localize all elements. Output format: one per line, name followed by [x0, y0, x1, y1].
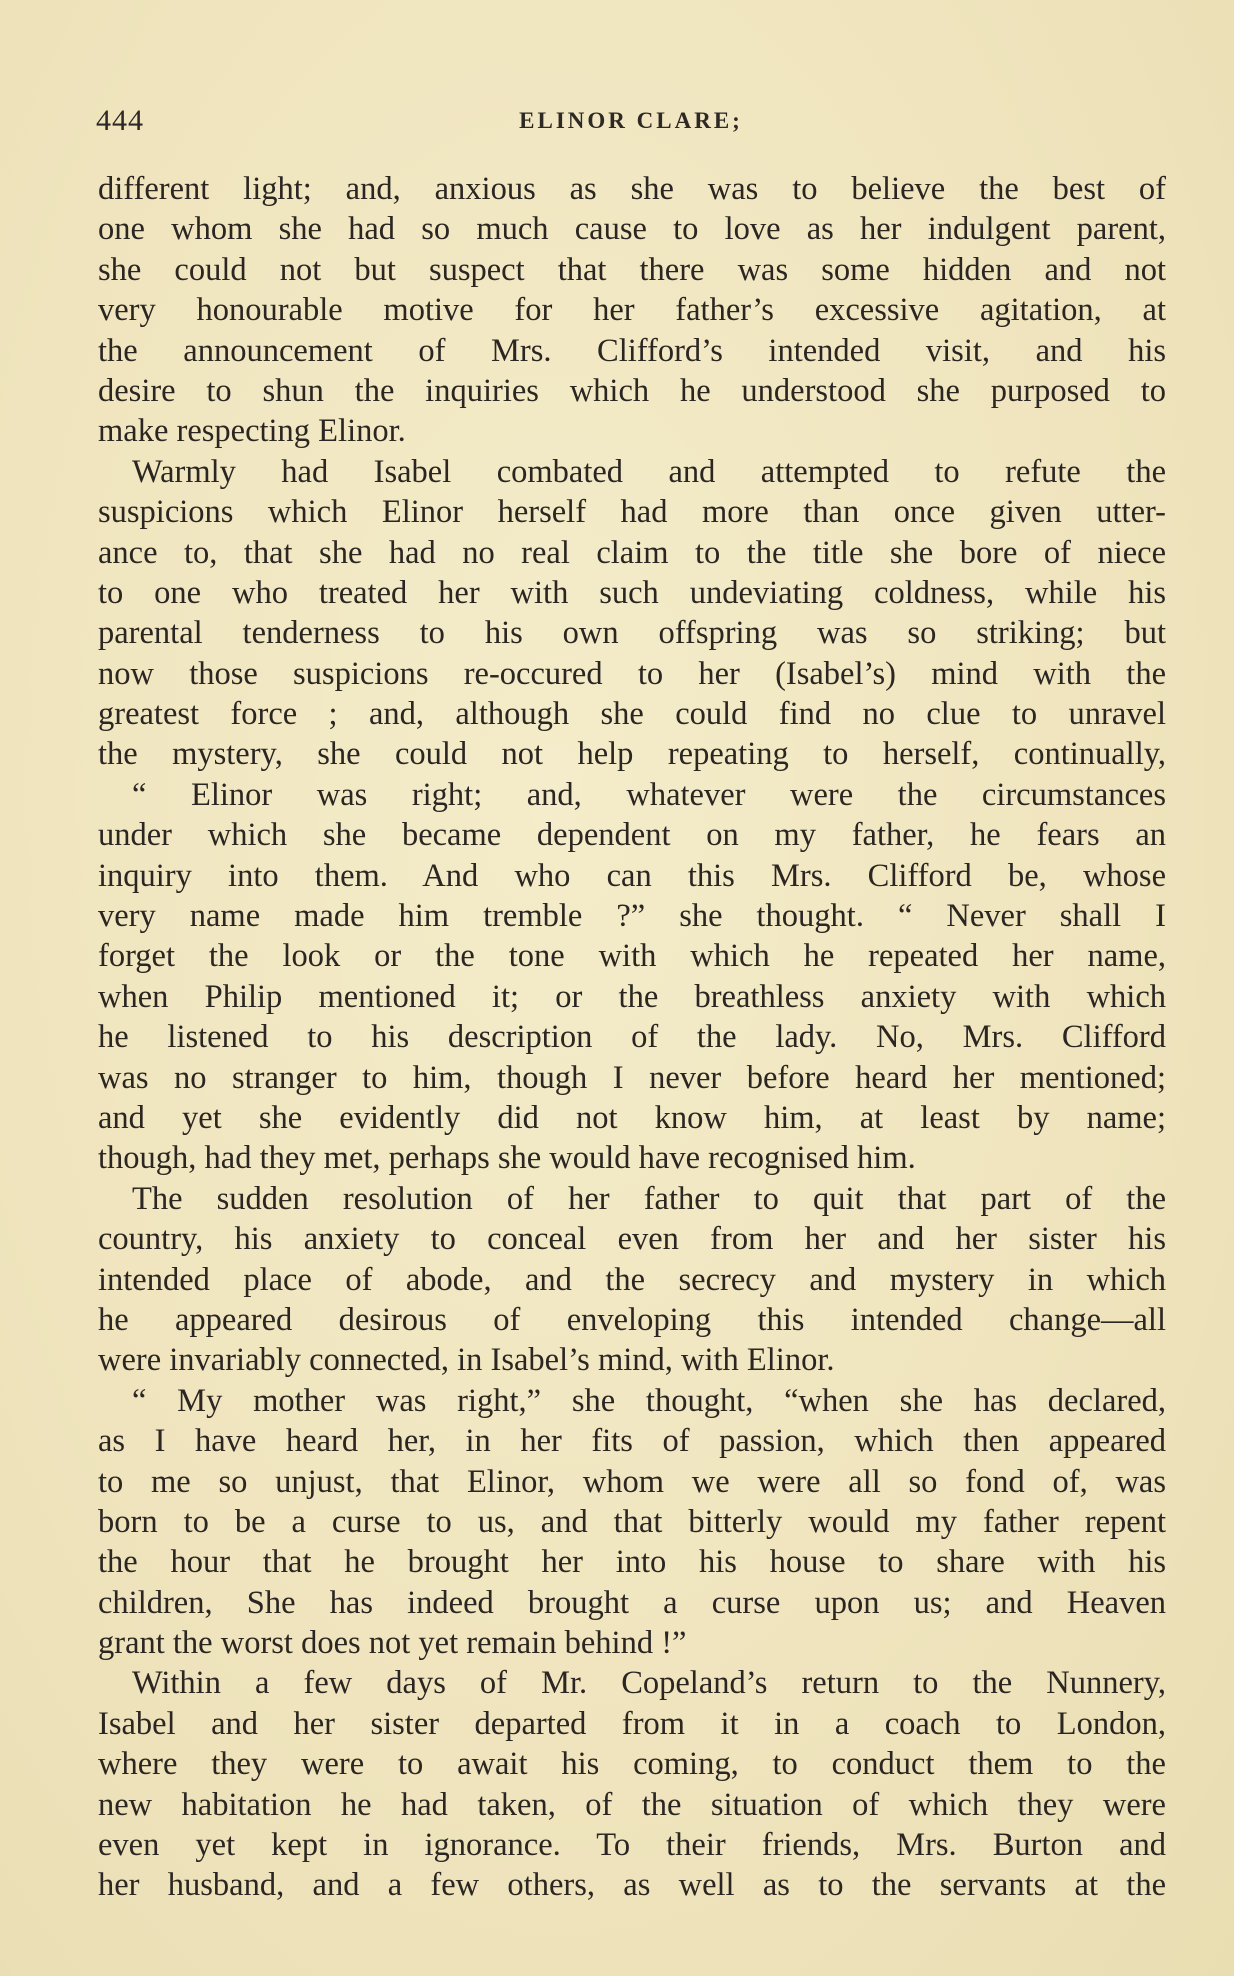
- text-line: new habitation he had taken, of the situation of which they were: [98, 1786, 1166, 1823]
- running-head: [96, 104, 1166, 144]
- text-line: she could not but suspect that there was some hidden and not: [98, 251, 1166, 288]
- text-line: forget the look or the tone with which he repeated her name,: [98, 938, 1166, 975]
- text-line: very honourable motive for her father’s excessive agitation, at: [98, 292, 1166, 329]
- text-line: he listened to his description of the lady. No, Mrs. Clifford: [98, 1019, 1166, 1056]
- text-line: as I have heard her, in her fits of passion, which then appeared: [98, 1423, 1166, 1460]
- text-line: and yet she evidently did not know him, at least by name;: [98, 1099, 1166, 1136]
- text-line: children, She has indeed brought a curse upon us; and Heaven: [98, 1584, 1166, 1621]
- text-line: greatest force ; and, although she could find no clue to unravel: [98, 696, 1166, 733]
- running-title: ELINOR CLARE;: [519, 108, 743, 133]
- text-line: he appeared desirous of enveloping this intended change—all: [98, 1301, 1166, 1338]
- text-line: very name made him tremble ?” she thought. “ Never shall I: [98, 898, 1166, 935]
- text-line: desire to shun the inquiries which he understood she purposed to: [98, 372, 1166, 409]
- text-line: the mystery, she could not help repeating to herself, continually,: [98, 736, 1166, 773]
- text-line: intended place of abode, and the secrecy and mystery in which: [98, 1261, 1166, 1298]
- text-line: the hour that he brought her into his house to share with his: [98, 1544, 1166, 1581]
- page-number: 444: [96, 104, 144, 137]
- text-line: to me so unjust, that Elinor, whom we were all so fond of, was: [98, 1463, 1166, 1500]
- text-line: ance to, that she had no real claim to the title she bore of niece: [98, 534, 1166, 571]
- text-line: where they were to await his coming, to conduct them to the: [98, 1746, 1166, 1783]
- body-text: [98, 169, 1166, 1906]
- text-line: even yet kept in ignorance. To their friends, Mrs. Burton and: [98, 1827, 1166, 1864]
- text-line: make respecting Elinor.: [98, 413, 406, 450]
- text-line: one whom she had so much cause to love as her indulgent parent,: [98, 211, 1166, 248]
- text-line: Within a few days of Mr. Copeland’s return to the Nunnery,: [132, 1665, 1166, 1702]
- text-line: though, had they met, perhaps she would have recognised him.: [98, 1140, 916, 1177]
- text-line: grant the worst does not yet remain behind !”: [98, 1625, 687, 1662]
- text-line: born to be a curse to us, and that bitterly would my father repent: [98, 1503, 1166, 1540]
- text-line: to one who treated her with such undeviating coldness, while his: [98, 574, 1166, 611]
- text-line: Isabel and her sister departed from it in a coach to London,: [98, 1705, 1166, 1742]
- text-line: under which she became dependent on my father, he fears an: [98, 817, 1166, 854]
- text-line: different light; and, anxious as she was to believe the best of: [98, 171, 1166, 207]
- text-line: the announcement of Mrs. Clifford’s intended visit, and his: [98, 332, 1166, 369]
- text-line: when Philip mentioned it; or the breathless anxiety with which: [98, 978, 1166, 1015]
- text-line: suspicions which Elinor herself had more than once given utter-: [98, 494, 1166, 531]
- text-line: parental tenderness to his own offspring was so striking; but: [98, 615, 1166, 652]
- text-line: now those suspicions re-occured to her (Isabel’s) mind with the: [98, 655, 1166, 692]
- text-line: her husband, and a few others, as well as to the servants at the: [98, 1867, 1166, 1904]
- text-line: country, his anxiety to conceal even from her and her sister his: [98, 1221, 1166, 1258]
- text-line: The sudden resolution of her father to quit that part of the: [132, 1180, 1166, 1217]
- text-line: “ My mother was right,” she thought, “when she has declared,: [132, 1382, 1166, 1419]
- text-line: were invariably connected, in Isabel’s mind, with Elinor.: [98, 1342, 835, 1379]
- text-line: inquiry into them. And who can this Mrs. Clifford be, whose: [98, 857, 1166, 894]
- text-line: “ Elinor was right; and, whatever were the circumstances: [132, 776, 1166, 813]
- text-line: was no stranger to him, though I never before heard her mentioned;: [98, 1059, 1166, 1096]
- text-line: Warmly had Isabel combated and attempted to refute the: [132, 453, 1166, 490]
